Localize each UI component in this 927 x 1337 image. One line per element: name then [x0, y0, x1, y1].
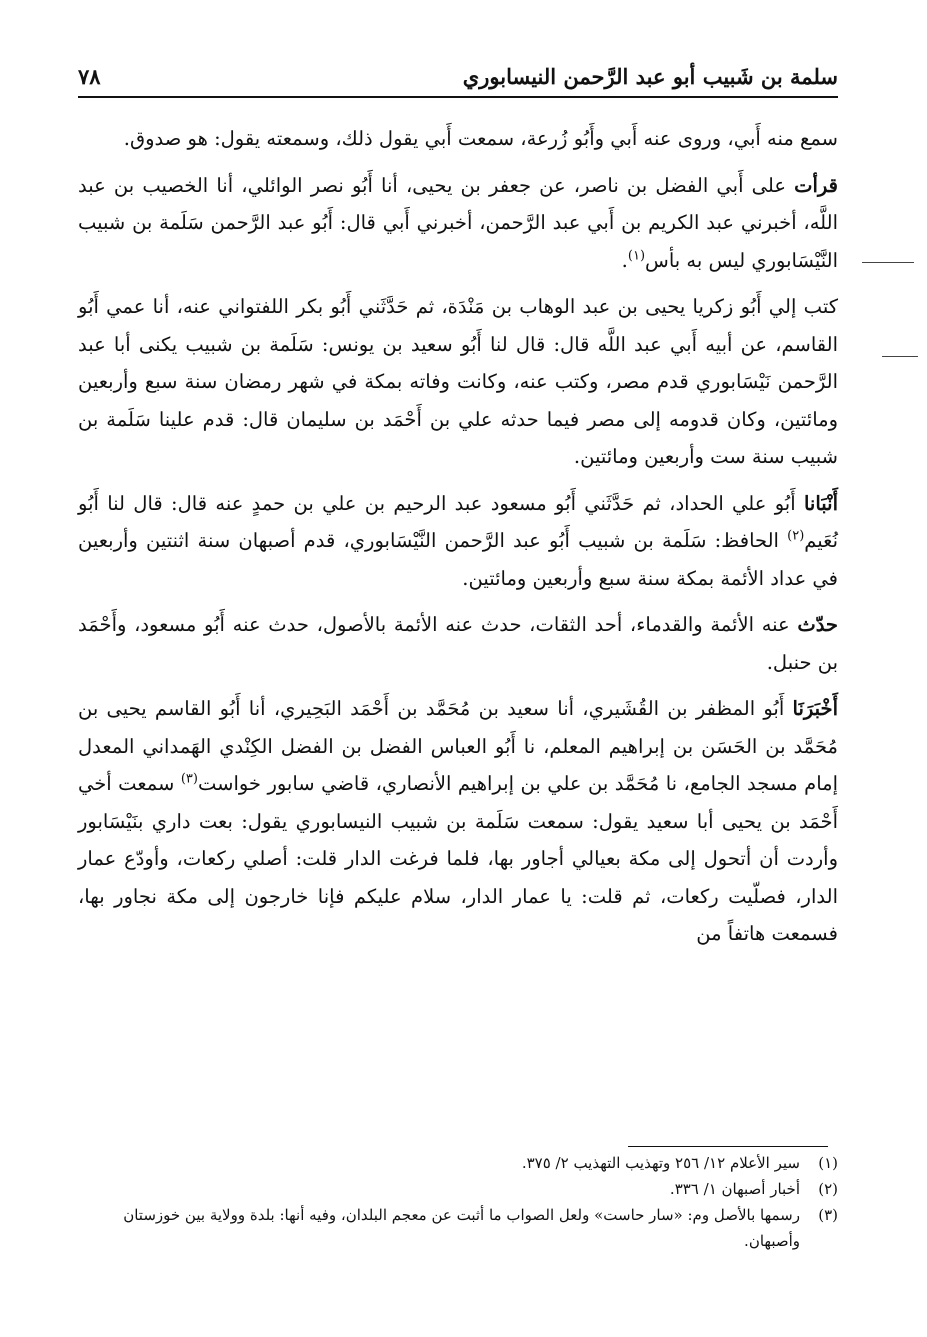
- paragraph-text: أَبُو المظفر بن القُشَيري، أنا سعيد بن مُحَمَّد بن أَحْمَد البَحِيري، أنا أَبُو القاسم يحيى بن مُحَمَّد بن الحَسَن بن إبراهيم المعلم، نا أَبُو العباس الفضل بن الفضل الكِنْدي الهَمداني المعدل إمام مسجد الجامع، نا مُحَمَّد بن علي بن إبراهيم الأنصاري، قاضي سابور خواست: [78, 697, 838, 795]
- paragraph-text-tail: سمعت أخي أَحْمَد بن يحيى أبا سعيد يقول: سمعت سَلَمة بن شبيب النيسابوري يقول: بعت داري بنَيْسَابور وأردت أن أتحول إلى مكة بعيالي أجاور بها، فلما فرغت الدار قلت: أصلي ركعات، وأودّع عمار الدار، فصلّيت ركعات، ثم قلت: يا عمار الدار، سلام عليكم فإنا خارجون إلى مكة نجاور بها، فسمعت هاتفاً من: [78, 772, 838, 945]
- footnote-number: (٢): [818, 1180, 838, 1198]
- paragraph: [78, 485, 838, 598]
- footnote-text: سير الأعلام ١٢/ ٢٥٦ وتهذيب التهذيب ٢/ ٣٧٥.: [521, 1154, 800, 1172]
- page-number: ٧٨: [78, 63, 101, 89]
- paragraph: [78, 120, 838, 158]
- footnote: [78, 1150, 838, 1176]
- margin-mark: [882, 356, 918, 357]
- paragraph-text: على أَبي الفضل بن ناصر، عن جعفر بن يحيى، أنا أَبُو نصر الوائلي، أنا الخصيب بن عبد اللَّه، أخبرني عبد الكريم بن أَبي عبد الرَّحمن، أخبرني أَبي قال: أَبُو عبد الرَّحمن سَلَمة بن شبيب النَّيْسَابوري ليس به بأس: [78, 173, 838, 272]
- paragraph-text-tail: .: [621, 248, 628, 272]
- footnote-ref[interactable]: (٢): [787, 528, 805, 544]
- paragraph-text: سمع منه أَبي، وروى عنه أَبي وأَبُو زُرعة، سمعت أَبي يقول ذلك، وسمعته يقول: هو صدوق.: [123, 127, 838, 150]
- paragraph-text: أَبُو علي الحداد، ثم حَدَّثَني أَبُو مسعود عبد الرحيم بن علي بن حمدٍ عنه قال: قال لنا أَبُو نُعَيم: [78, 491, 838, 552]
- paragraph: [78, 288, 838, 476]
- footnote: [78, 1202, 838, 1254]
- header-rule: [78, 96, 838, 98]
- footnote-number: (١): [818, 1154, 838, 1172]
- paragraph-text: عنه الأئمة والقدماء، أحد الثقات، حدث عنه الأئمة بالأصول، حدث عنه أَبُو مسعود، وأَحْمَد بن حنبل.: [78, 613, 838, 674]
- page-header: [78, 58, 838, 94]
- paragraph: [78, 690, 838, 953]
- paragraph-lead-word: أَنْبَانا: [803, 491, 838, 515]
- footnote-number: (٣): [818, 1206, 838, 1224]
- paragraph: [78, 606, 838, 681]
- margin-mark: [862, 262, 914, 263]
- footnote: [78, 1176, 838, 1202]
- paragraph-text-tail: الحافظ: سَلَمة بن شبيب أَبُو عبد الرَّحمن النَّيْسَابوري، قدم أصبهان سنة اثنتين وأربعين في عداد الأئمة بمكة سنة سبع وأربعين ومائتين.: [78, 529, 838, 590]
- paragraph-lead-word: حدّث: [797, 613, 838, 636]
- footnote-text: أخبار أصبهان ١/ ٣٣٦.: [669, 1180, 800, 1198]
- paragraph-lead-word: قرأت: [794, 173, 838, 197]
- paragraph: [78, 167, 838, 280]
- footnote-ref[interactable]: (٣): [180, 771, 198, 787]
- footnote-separator: [628, 1146, 828, 1147]
- paragraph-lead-word: أَخْبَرَنَا: [792, 697, 838, 720]
- main-text: [78, 120, 838, 962]
- paragraph-text: كتب إلي أَبُو زكريا يحيى بن عبد الوهاب بن مَنْدَة، ثم حَدَّثَني أَبُو بكر اللفتواني عنه، أنا عمي أَبُو القاسم، عن أبيه أَبي عبد اللَّه قال: قال لنا أَبُو سعيد بن يونس: سَلَمة بن شبيب يكنى أبا عبد الرَّحمن نَيْسَابوري قدم مصر، وكتب عنه، وكانت وفاته بمكة في شهر رمضان سنة سبع وأربعين ومائتين، وكان قدومه إلى مصر فيما حدثه علي بن أَحْمَد بن سليمان قال: قدم علينا سَلَمة بن شبيب سنة ست وأربعين ومائتين.: [78, 295, 838, 468]
- footnotes: [78, 1150, 838, 1254]
- footnote-ref[interactable]: (١): [627, 248, 646, 263]
- footnote-text: رسمها بالأصل وم: «سار حاست» ولعل الصواب ما أثبت عن معجم البلدان، وفيه أنها: بلدة وولاية بين خوزستان وأصبهان.: [123, 1206, 800, 1250]
- running-title: سلمة بن شَبيب أبو عبد الرَّحمن النيسابوري: [462, 63, 838, 89]
